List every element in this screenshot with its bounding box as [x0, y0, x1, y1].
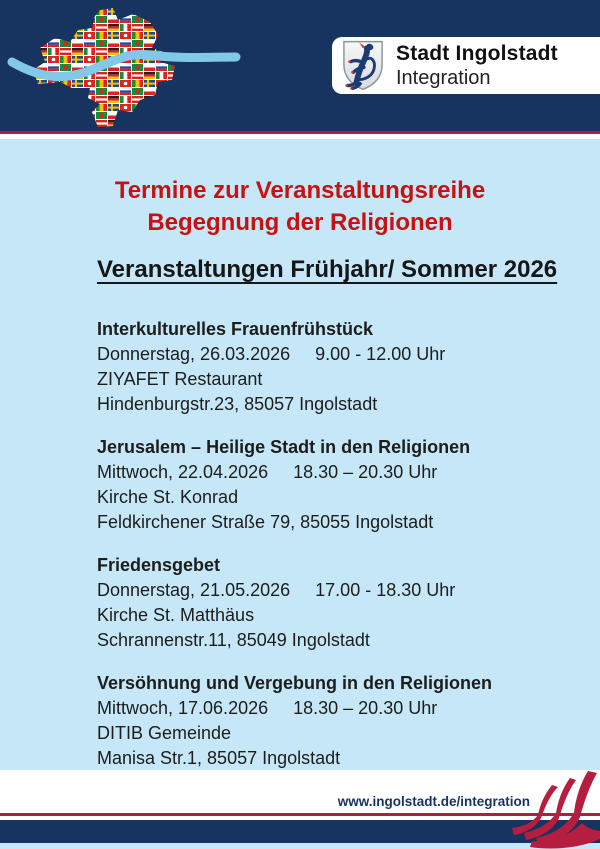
- stadt-ingolstadt-logo: [332, 37, 600, 94]
- event-when: [97, 342, 600, 367]
- event-address: Feldkirchener Straße 79, 85055 Ingolstadt: [97, 512, 434, 532]
- city-map-flag-collage-icon: [0, 0, 260, 131]
- event-date: Donnerstag, 21.05.2026: [97, 580, 291, 600]
- event-date: Donnerstag, 26.03.2026: [97, 344, 291, 364]
- event-venue: ZIYAFET Restaurant: [97, 369, 263, 389]
- event-address: Manisa Str.1, 85057 Ingolstadt: [97, 748, 341, 768]
- event-time: 17.00 - 18.30 Uhr: [315, 580, 456, 600]
- org-name: Stadt Ingolstadt: [396, 41, 558, 65]
- event-when: [97, 578, 600, 603]
- page-title: [0, 175, 600, 239]
- title-line-2: Begegnung der Religionen: [147, 209, 453, 236]
- event-address: Schrannenstr.11, 85049 Ingolstadt: [97, 630, 370, 650]
- event-item: [97, 435, 600, 535]
- event-item: [97, 671, 600, 770]
- event-when: [97, 696, 600, 721]
- event-list: [97, 317, 600, 770]
- website-link[interactable]: www.ingolstadt.de/integration: [337, 794, 530, 809]
- footer-navy-bar: [0, 820, 600, 843]
- event-time: 9.00 - 12.00 Uhr: [315, 344, 446, 364]
- event-time: 18.30 – 20.30 Uhr: [293, 462, 438, 482]
- event-date: Mittwoch, 17.06.2026: [97, 698, 269, 718]
- event-name: Interkulturelles Frauenfrühstück: [97, 319, 374, 339]
- event-venue: Kirche St. Matthäus: [97, 605, 255, 625]
- event-date: Mittwoch, 22.04.2026: [97, 462, 269, 482]
- event-name: Versöhnung und Vergebung in den Religionen: [97, 673, 493, 693]
- event-name: Friedensgebet: [97, 555, 221, 575]
- header-banner: [0, 0, 600, 131]
- event-when: [97, 460, 600, 485]
- season-heading: Veranstaltungen Frühjahr/ Sommer 2026: [97, 256, 558, 283]
- event-item: [97, 553, 600, 653]
- footer: [0, 770, 600, 849]
- event-venue: Kirche St. Konrad: [97, 487, 239, 507]
- title-line-1: Termine zur Veranstaltungsreihe: [114, 177, 486, 204]
- footer-white-band: [0, 770, 600, 813]
- event-address: Hindenburgstr.23, 85057 Ingolstadt: [97, 394, 378, 414]
- wave-swoosh-icon: [512, 771, 600, 849]
- event-venue: DITIB Gemeinde: [97, 723, 232, 743]
- footer-blue-strip: [0, 843, 600, 849]
- content-area: [0, 139, 600, 770]
- event-item: [97, 317, 600, 417]
- org-unit: Integration: [396, 66, 491, 89]
- coat-of-arms-icon: [342, 39, 384, 92]
- event-time: 18.30 – 20.30 Uhr: [293, 698, 438, 718]
- event-name: Jerusalem – Heilige Stadt in den Religionen: [97, 437, 471, 457]
